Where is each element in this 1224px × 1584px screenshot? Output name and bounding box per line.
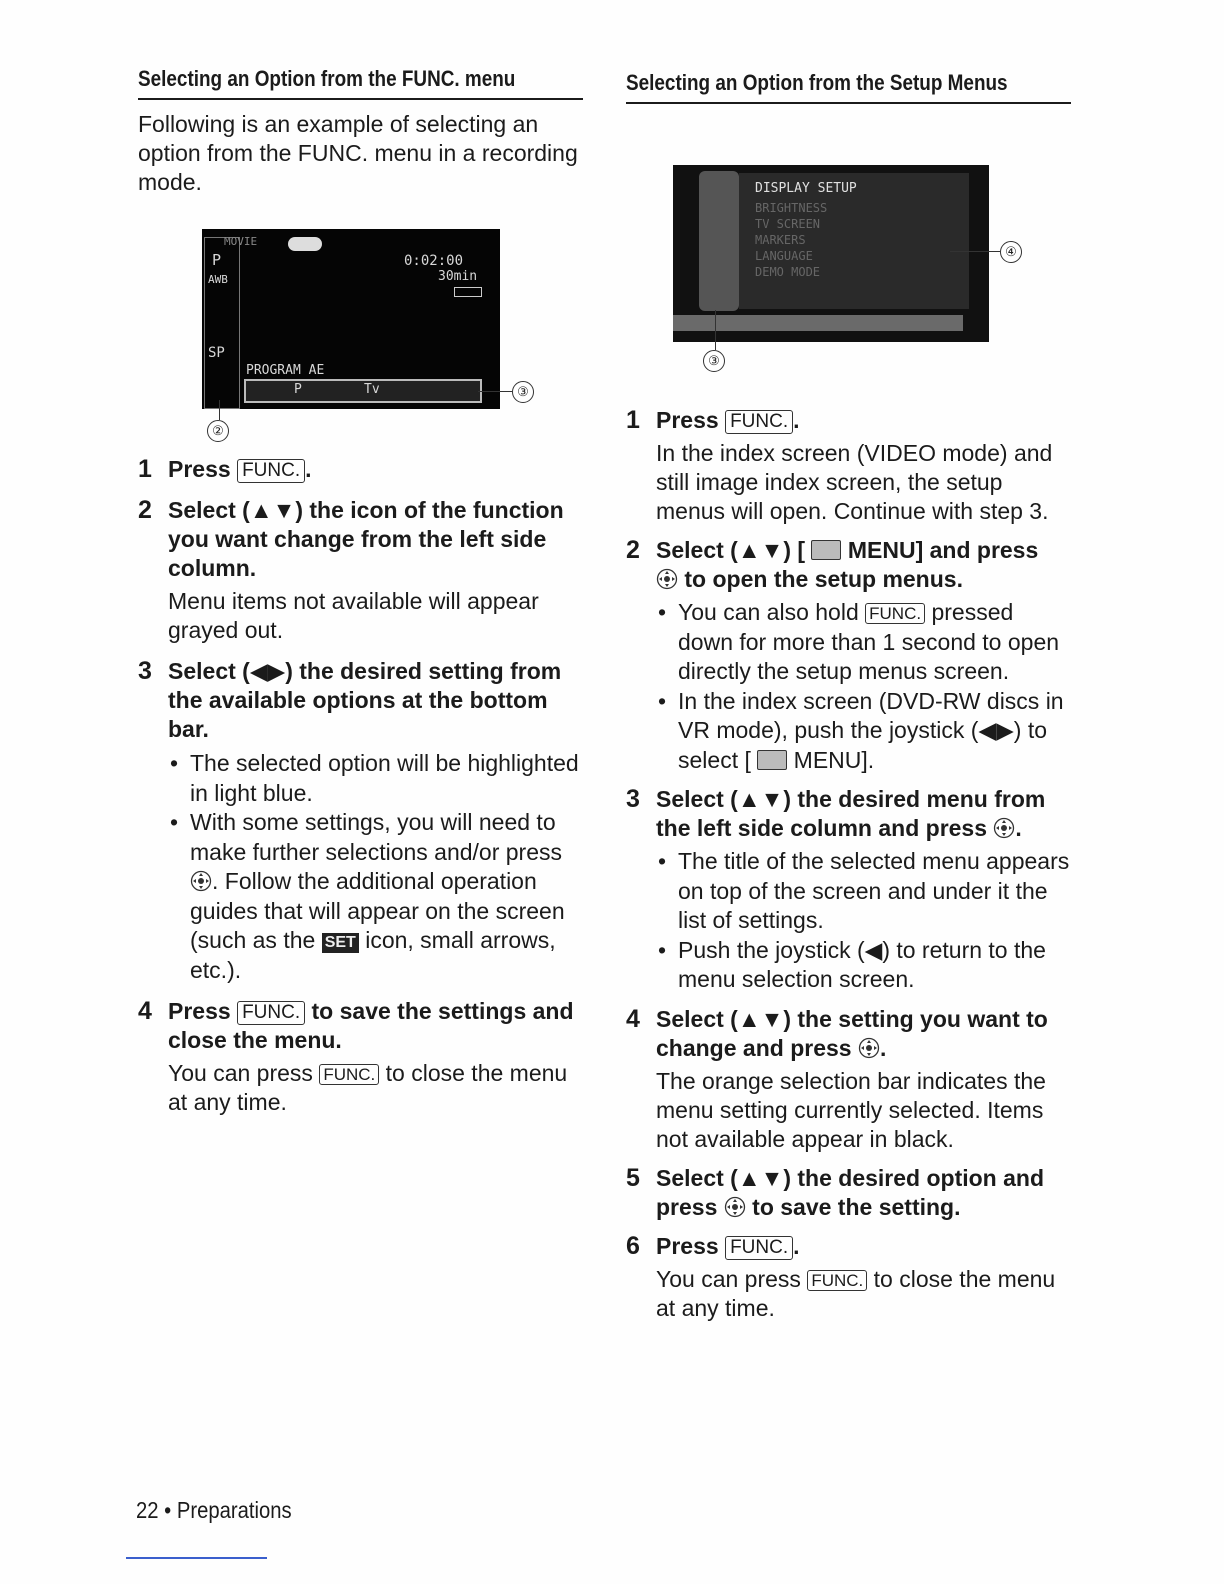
step-text: .	[305, 456, 312, 482]
osd-time: 0:02:00	[404, 253, 464, 269]
step-text: .	[879, 1034, 887, 1061]
bullet-item	[168, 808, 583, 985]
step-text: .	[1015, 815, 1022, 841]
menu-icon	[811, 540, 841, 560]
osd-item-demo-mode: DEMO MODE	[755, 265, 821, 279]
bullet-text: In the index screen (DVD-RW discs in VR mode), push the joystick (◀▶) to select [	[678, 687, 1064, 773]
step-text: MENU] and press	[841, 537, 1039, 563]
step-number: 4	[138, 997, 152, 1025]
left-step-3	[138, 657, 583, 985]
func-key: FUNC.	[319, 1064, 379, 1085]
step-number: 1	[626, 406, 640, 434]
step-text: to open the setup menus.	[678, 566, 963, 592]
section-title-setup-menus: Selecting an Option from the Setup Menus	[626, 70, 1008, 95]
step-body: Menu items not available will appear grayed out.	[168, 588, 539, 643]
bullet-text: . Follow the additional operation guides that will appear on the screen (such as the	[190, 868, 565, 953]
step-number: 3	[626, 785, 640, 813]
footer-link-rule	[126, 1557, 267, 1559]
right-column	[626, 70, 1071, 114]
step-text: You can press	[168, 1060, 320, 1086]
osd-item-brightness: BRIGHTNESS	[755, 201, 828, 215]
func-key: FUNC.	[725, 1236, 793, 1260]
bullet-item: • The title of the selected menu appears on top of the screen and under it the list of settings.	[656, 847, 1071, 936]
step-text: Select (▲▼) [	[656, 537, 812, 563]
step-text: to save the settings and close the menu.	[168, 998, 574, 1053]
right-steps	[626, 406, 1071, 1323]
bullet-text: MENU].	[787, 746, 875, 773]
joystick-icon	[190, 870, 212, 892]
bullet-item	[656, 687, 1071, 776]
step-text: Select (▲▼) the desired option and press	[656, 1164, 1045, 1220]
callout-3-right: ③	[703, 350, 725, 372]
step-heading: Select (◀▶) the desired setting from the available options at the bottom bar.	[168, 658, 562, 742]
right-step-4	[626, 1005, 1071, 1154]
callout-4-right: ④	[1000, 241, 1022, 263]
step-text: to close the menu at any time.	[168, 1060, 568, 1115]
step-text: Select (▲▼) the desired menu from the left side column and press	[656, 786, 1046, 841]
intro-text: Following is an example of selecting an option from the FUNC. menu in a recording mode.	[138, 111, 578, 195]
step-text: Press	[656, 407, 726, 433]
left-step-4	[138, 997, 583, 1117]
menu-icon	[757, 750, 787, 770]
step-number: 5	[626, 1163, 640, 1192]
callout-line-2	[219, 400, 220, 420]
osd-sp-tab: SP	[208, 345, 225, 361]
osd-remaining: 30min	[438, 269, 478, 284]
page-footer	[136, 1497, 292, 1524]
menu-icon-column	[699, 171, 739, 311]
step-text: .	[793, 1232, 800, 1259]
step-text: to save the setting.	[745, 1193, 961, 1220]
joystick-icon	[993, 817, 1015, 839]
step-number: 2	[626, 536, 640, 564]
setup-menu-screenshot	[673, 165, 989, 342]
bullet-text: pressed down for more than 1 second to open directly the setup menus screen.	[678, 599, 1060, 684]
left-step-2	[138, 496, 583, 645]
callout-line-3r	[715, 310, 716, 350]
osd-mode: MOVIE	[224, 235, 258, 248]
left-column	[138, 66, 583, 197]
osd-item-tv-screen: TV SCREEN	[755, 217, 821, 231]
func-key: FUNC.	[725, 410, 793, 434]
left-icon-column	[204, 237, 240, 409]
joystick-icon	[724, 1196, 746, 1218]
step-number: 6	[626, 1231, 640, 1260]
joystick-icon	[858, 1037, 880, 1059]
osd-item-language: LANGUAGE	[755, 249, 813, 263]
bottom-option-bar	[244, 379, 482, 403]
func-key: FUNC.	[807, 1270, 867, 1291]
callout-2-left: ②	[207, 420, 229, 442]
osd-program-ae: PROGRAM AE	[246, 363, 325, 378]
osd-item-markers: MARKERS	[755, 233, 806, 247]
battery-icon	[454, 287, 482, 297]
footer-separator: •	[164, 1497, 172, 1523]
right-step-2	[626, 536, 1071, 775]
page-number: 22	[136, 1497, 159, 1523]
joystick-icon	[656, 568, 678, 590]
step-text: Press	[168, 998, 238, 1024]
step-text: Press	[656, 1232, 726, 1259]
osd-p-tab: P	[212, 251, 222, 269]
step-number: 1	[138, 455, 152, 483]
bullet-item: • Push the joystick (◀) to return to the menu selection screen.	[656, 936, 1071, 995]
func-key: FUNC.	[865, 603, 925, 624]
right-step-1	[626, 406, 1071, 526]
func-key: FUNC.	[237, 459, 305, 483]
bullet-item: • The selected option will be highlighted in light blue.	[168, 749, 583, 808]
step-text: You can press	[656, 1265, 808, 1292]
func-key: FUNC.	[237, 1001, 305, 1025]
section-title-func-menu: Selecting an Option from the FUNC. menu	[138, 66, 516, 91]
step-text: Select (▲▼) the setting you want to change and press	[656, 1005, 1048, 1061]
left-steps	[138, 455, 583, 1117]
set-icon: SET	[322, 933, 359, 953]
bullet-text: With some settings, you will need to make further selections and/or press	[190, 809, 563, 865]
left-step-1	[138, 455, 583, 484]
callout-3-left: ③	[512, 381, 534, 403]
movie-mode-icon	[288, 237, 322, 251]
section-rule	[138, 98, 583, 100]
right-step-3	[626, 785, 1071, 995]
step-body: In the index screen (VIDEO mode) and still image index screen, the setup menus will open. Continue with step 3.	[656, 440, 1053, 524]
section-rule	[626, 102, 1071, 104]
osd-awb-tab: AWB	[208, 273, 228, 286]
bar-option-tv: Tv	[364, 382, 380, 397]
step-heading: Select (▲▼) the icon of the function you want change from the left side column.	[168, 497, 564, 581]
osd-display-setup: DISPLAY SETUP	[755, 181, 857, 196]
step-number: 4	[626, 1004, 640, 1033]
step-number: 3	[138, 657, 152, 685]
func-menu-screenshot	[202, 229, 500, 409]
callout-line-4	[950, 251, 1000, 252]
bullet-text: You can also hold	[678, 599, 866, 625]
footer-section: Preparations	[176, 1497, 292, 1523]
right-step-5	[626, 1164, 1071, 1222]
step-text: Press	[168, 456, 238, 482]
bar-option-p: P	[294, 382, 302, 397]
step-number: 2	[138, 496, 152, 524]
step-text: .	[793, 407, 800, 433]
step-text: to close the menu at any time.	[656, 1265, 1056, 1321]
bullet-item	[656, 598, 1071, 687]
right-step-6	[626, 1232, 1071, 1323]
menu-bottom-strip	[673, 315, 963, 331]
callout-line-3	[478, 391, 512, 392]
bullet-text: icon, small arrows, etc.).	[190, 927, 556, 983]
step-body: The orange selection bar indicates the menu setting currently selected. Items not available appear in black.	[656, 1067, 1046, 1152]
